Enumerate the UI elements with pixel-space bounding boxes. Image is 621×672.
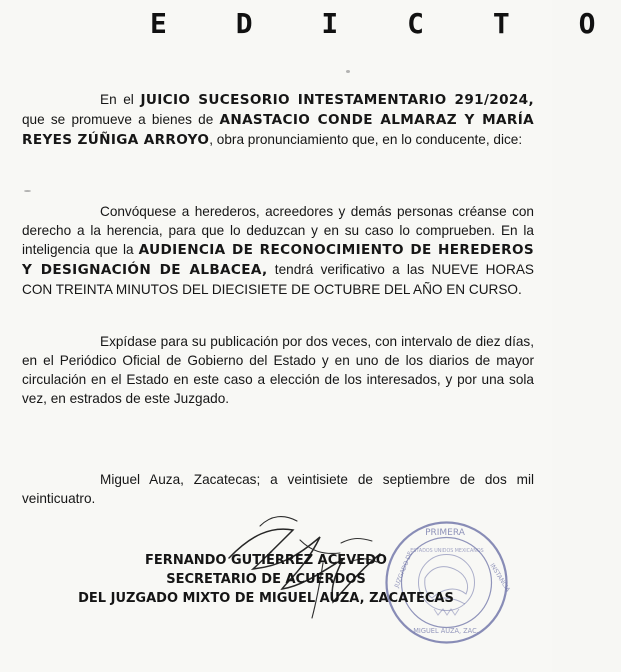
place-date-line: [22, 470, 534, 508]
court-name: DEL JUZGADO MIXTO DE MIGUEL AUZA, ZACATECAS: [78, 591, 454, 606]
body-text: que se promueve a bienes de: [22, 112, 220, 127]
scan-speck: [24, 190, 31, 192]
trial-text: [22, 92, 534, 147]
emphasized-text: ANASTACIO CONDE ALMARAZ Y MARÍA REYES ZÚÑIGA ARROYO: [22, 112, 534, 148]
svg-text:ESTADOS UNIDOS MEXICANOS: ESTADOS UNIDOS MEXICANOS: [410, 549, 484, 554]
publication-text: [22, 334, 534, 406]
convocation-text: [22, 204, 534, 297]
paragraph-convocation: [22, 202, 534, 299]
signatory-role: SECRETARIO DE ACUERDOS: [166, 572, 366, 587]
svg-text:PRIMERA: PRIMERA: [425, 528, 465, 538]
emphasized-text: JUICIO SUCESORIO INTESTAMENTARIO 291/2024,: [140, 92, 535, 108]
emphasized-text: AUDIENCIA DE RECONOCIMIENTO DE HEREDEROS Y DESIGNACIÓN DE ALBACEA,: [22, 242, 534, 278]
paragraph-trial: [22, 90, 534, 150]
body-text: Convóquese a herederos, acreedores y demás personas créanse con derecho a la herencia, para que lo deduzcan y en su caso lo comprueben. En la inteligencia que la: [22, 204, 534, 257]
svg-text:JUZGADO DE: JUZGADO DE: [393, 550, 415, 589]
dateline-text: Miguel Auza, Zacatecas; a veintisiete de septiembre de dos mil veinticuatro.: [22, 472, 534, 506]
paragraph-publication: [22, 332, 534, 408]
body-text: Expídase para su publicación por dos veces, con intervalo de diez días, en el Periódico Oficial de Gobierno del Estado y en uno de los diarios de mayor circulación en el Estado en este caso a elección de los interesados, y por una sola vez, en estrados de este Juzgado.: [22, 334, 534, 406]
svg-text:INSTANCIA: INSTANCIA: [488, 562, 512, 594]
scan-speck: [346, 70, 350, 73]
signatory-name: FERNANDO GUTIÉRREZ ACEVEDO: [145, 553, 387, 568]
body-text: tendrá verificativo a las NUEVE HORAS CON TREINTA MINUTOS DEL DIECISIETE DE OCTUBRE DEL AÑO EN CURSO.: [22, 262, 534, 297]
signature-block: [46, 551, 486, 608]
body-text: , obra pronunciamiento que, en lo conducente, dice:: [209, 132, 523, 147]
document-title: E D I C T O: [150, 7, 621, 40]
svg-text:MIGUEL AUZA, ZAC.: MIGUEL AUZA, ZAC.: [413, 627, 479, 635]
body-text: En el: [100, 92, 141, 107]
